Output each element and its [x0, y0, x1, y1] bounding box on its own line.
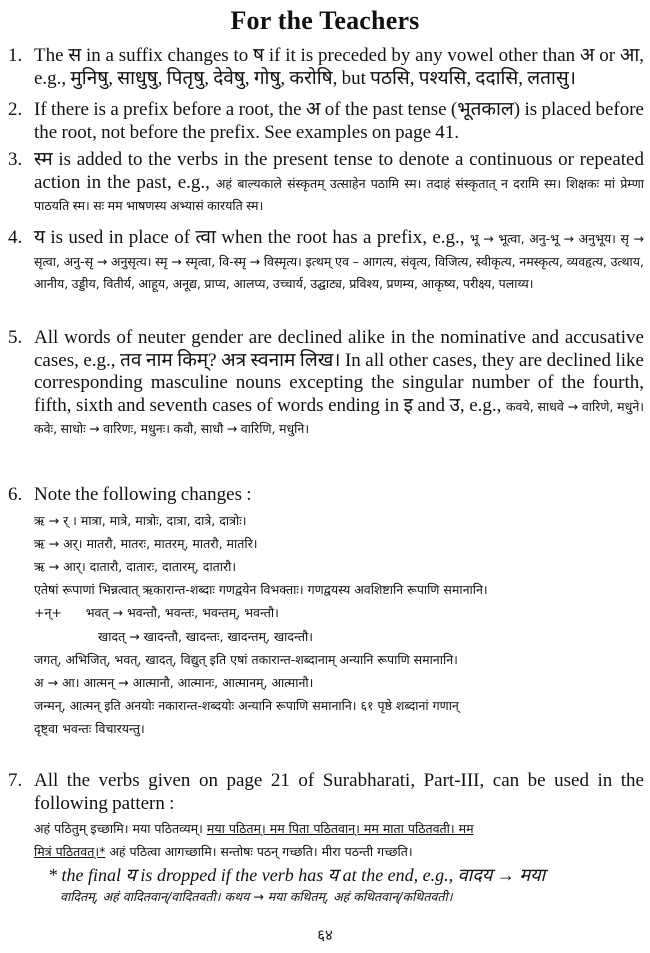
item-english: स्म is added to the verbs in the present tense to denote a continuous or repeated action in the past, e.g.,	[34, 149, 644, 193]
item-text	[34, 227, 644, 295]
item-text: If there is a prefix before a root, the अ of the past tense (भूतकाल) is placed before the root, not before the prefix. See examples on page 41.	[34, 99, 644, 143]
item-text: Note the following changes :	[34, 484, 252, 505]
item-text: The स in a suffix changes to ष if it is preceded by any vowel other than अ or आ, e.g., मुनिषु, साधुषु, पितृषु, देवेषु, गोषु, करोषि, but पठसि, पश्यसि, ददासि, लतासु।	[34, 45, 644, 89]
item-text	[34, 327, 644, 440]
footnote	[48, 864, 644, 908]
change-line: एतेषां रूपाणां भिन्नत्वात् ऋकारान्त-शब्दाः गणद्वयेन विभक्ताः। गणद्वयस्य अवशिष्टानि रूपाणि समानानि।	[34, 582, 488, 598]
pattern-plain: अहं पठितुम् इच्छामि। मया पठितव्यम्।	[34, 821, 203, 837]
item-english: All words of neuter gender are declined alike in the nominative and accusative cases, e.g., तव नाम किम्? अत्र स्वनाम लिख। In all other cases, they are declined like corresponding masculine nouns excepting the singular number of the fourth, fifth, sixth and seventh cases of words ending in इ and उ, e.g.,	[34, 327, 644, 416]
item-sanskrit: अहं बाल्यकाले संस्कृतम् उत्साहेन पठामि स्म। तदाहं संस्कृतात् न दरामि स्म। शिक्षकः मां प्रेम्णा पाठयति स्म। सः मम भाषणस्य अभ्यासं कारयति स्म।	[34, 175, 644, 214]
item-number: 1.	[8, 45, 23, 66]
pattern-line-2	[34, 840, 644, 863]
change-line: खादत् → खादन्तौ, खादन्तः, खादन्तम्, खादन्तौ।	[98, 628, 313, 644]
item-text: All the verbs given on page 21 of Surabharati, Part-III, can be used in the following pattern :	[34, 770, 644, 814]
change-line: जन्मन्, आत्मन् इति अनयोः नकारान्त-शब्दयोः अन्यानि रूपाणि समानानि। ६१ पृष्ठे शब्दानां गणान्	[34, 698, 459, 714]
item-number: 3.	[8, 149, 23, 170]
changes-list	[8, 509, 644, 741]
list-item-7	[8, 770, 644, 907]
item-sanskrit: कवये, साधवे → वारिणे, मधुने। कवेः, साधोः → वारिणः, मधुनः। कवौ, साधौ → वारिणि, मधुनि।	[34, 398, 644, 437]
change-line: ऋ → र् । मात्रा, मात्रे, मात्रोः, दात्रा, दात्रे, दात्रोः।	[34, 512, 247, 528]
change-line: +न्+ भवत् → भवन्तौ, भवन्तः, भवन्तम्, भवन्तौ।	[34, 605, 279, 621]
page-title: For the Teachers	[230, 6, 420, 35]
item-number: 4.	[8, 227, 23, 248]
item-number: 7.	[8, 770, 23, 791]
footnote-line: * the final य is dropped if the verb has य at the end, e.g., वादय → मया	[48, 864, 546, 885]
page-number: ६४	[317, 926, 333, 944]
item-number: 5.	[8, 327, 23, 348]
pattern-plain: अहं पठित्वा आगच्छामि। सन्तोषः पठन् गच्छति। मीरा पठन्ती गच्छति।	[109, 844, 413, 860]
list-item-3	[8, 149, 644, 217]
list-item-1	[8, 45, 644, 90]
item-sanskrit: भू → भूत्वा, अनु-भू → अनुभूय। सृ → सृत्वा, अनु-सृ → अनुसृत्य। स्मृ → स्मृत्वा, वि-स्मृ → विस्मृत्य। इत्थम् एव – आगत्य, संवृत्य, विजित्य, स्वीकृत्य, नमस्कृत्य, व्यवहृत्य, उत्थाय, आनीय, उड्डीय, वितीर्य, आहूय, अनूद्य, प्राप्य, आलप्य, उच्चार्य, उद्घाट्य, प्रविश्य, प्रणम्य, आकृष्य, परीक्ष्य, पलाय्य।	[34, 231, 644, 292]
item-number: 2.	[8, 99, 23, 120]
change-line: ऋ → अर्। मातरौ, मातरः, मातरम्, मातरौ, मातरि।	[34, 535, 258, 551]
list-item-2	[8, 99, 644, 144]
list-item-5	[8, 327, 644, 440]
list-item-6	[8, 484, 644, 741]
list-item-4	[8, 227, 644, 295]
change-line: जगत्, अभिजित्, भवत्, खादत्, विद्युत् इति एषां तकारान्त-शब्दानाम् अन्यानि रूपाणि समानानि।	[34, 651, 458, 667]
item-text	[34, 149, 644, 217]
change-line: दृष्ट्वा भवन्तः विचारयन्तु।	[34, 721, 145, 737]
footnote-line: वादितम्, अहं वादितवान्/वादितवती। कथय → मया कथितम्, अहं कथितवान्/कथितवती।	[60, 888, 453, 904]
pattern-line-1	[34, 817, 644, 840]
pattern-underlined: मया पठितम्। मम पिता पठितवान्। मम माता पठितवती। मम	[206, 821, 474, 837]
pattern-underlined: मित्रं पठितवत्।*	[34, 844, 106, 860]
item-english: य is used in place of त्वा when the root has a prefix, e.g.,	[34, 227, 465, 248]
item-number: 6.	[8, 484, 23, 505]
change-line: अ → आ। आत्मन् → आत्मानौ, आत्मानः, आत्मानम्, आत्मानौ।	[34, 675, 314, 691]
change-line: ऋ → आर्। दातारौ, दातारः, दातारम्, दातारौ।	[34, 559, 237, 574]
